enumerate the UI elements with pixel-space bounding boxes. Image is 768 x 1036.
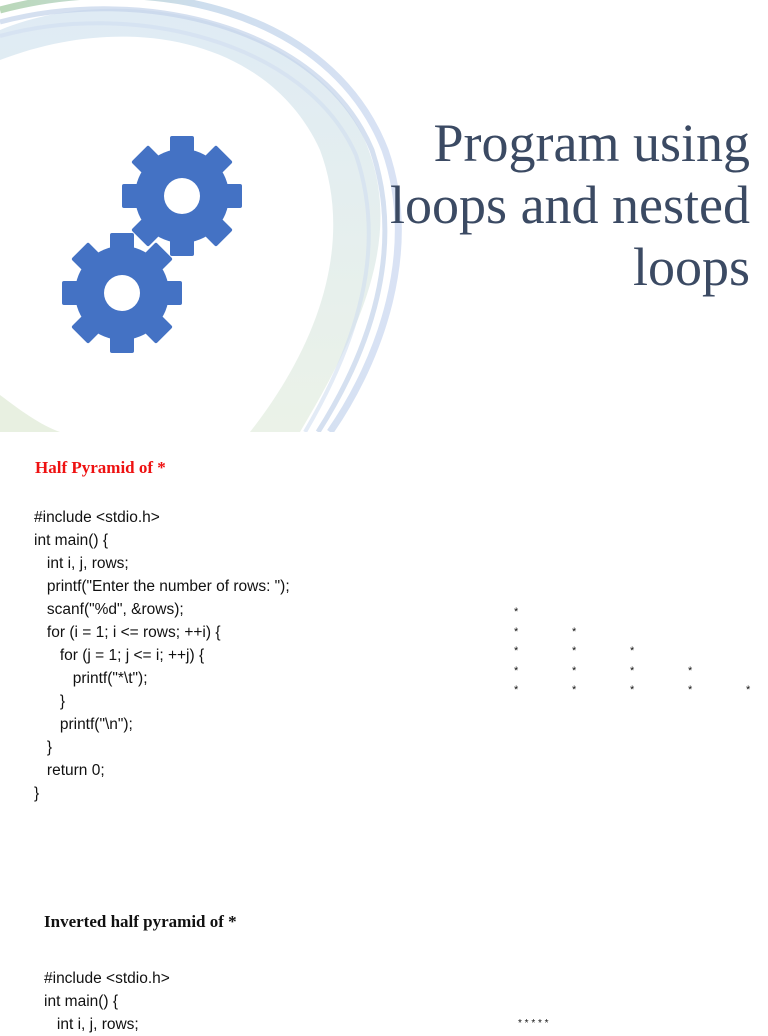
output-cell: * [572,684,577,696]
code-line: int i, j, rows; [34,555,129,572]
code-line: } [34,785,40,802]
output-cell: * * * * * [518,1018,549,1029]
code-line: printf("Enter the number of rows: "); [34,578,290,595]
code-block-inverted-pyramid [44,967,170,1036]
code-block-half-pyramid [34,506,290,805]
output-cell: * [630,645,635,657]
code-line: #include <stdio.h> [34,509,160,526]
gears-icon [55,128,255,368]
code-line: int i, j, rows; [44,1016,139,1033]
title-slide [0,0,768,432]
code-line: int main() { [44,993,119,1010]
section-heading-inverted-pyramid: Inverted half pyramid of * [44,912,237,931]
code-line: for (i = 1; i <= rows; ++i) { [34,624,221,641]
output-cell: * [572,625,577,638]
output-cell: * [572,645,577,657]
code-line: printf("*\t"); [34,670,148,687]
code-line: } [34,739,53,756]
code-line: for (j = 1; j <= i; ++j) { [34,647,205,664]
output-cell: * [514,645,519,657]
output-cell: * [746,684,751,696]
title-line: loops and nested [390,175,750,235]
output-cell: * [572,664,577,677]
code-line: scanf("%d", &rows); [34,601,184,618]
section-heading-half-pyramid: Half Pyramid of * [35,458,166,477]
output-cell: * [630,684,635,696]
slide-title [330,112,750,298]
code-line: printf("\n"); [34,716,133,733]
code-line: #include <stdio.h> [44,970,170,987]
output-cell: * [514,606,519,618]
output-cell: * [630,664,635,677]
title-line: loops [632,237,750,297]
title-line: Program using [433,113,750,173]
code-line: int main() { [34,532,109,549]
output-cell: * [514,664,519,677]
output-cell: * [514,684,519,696]
output-cell: * [688,664,693,677]
code-line: } [34,693,66,710]
output-cell: * [514,625,519,638]
code-line: return 0; [34,762,105,779]
output-cell: * [688,684,693,696]
